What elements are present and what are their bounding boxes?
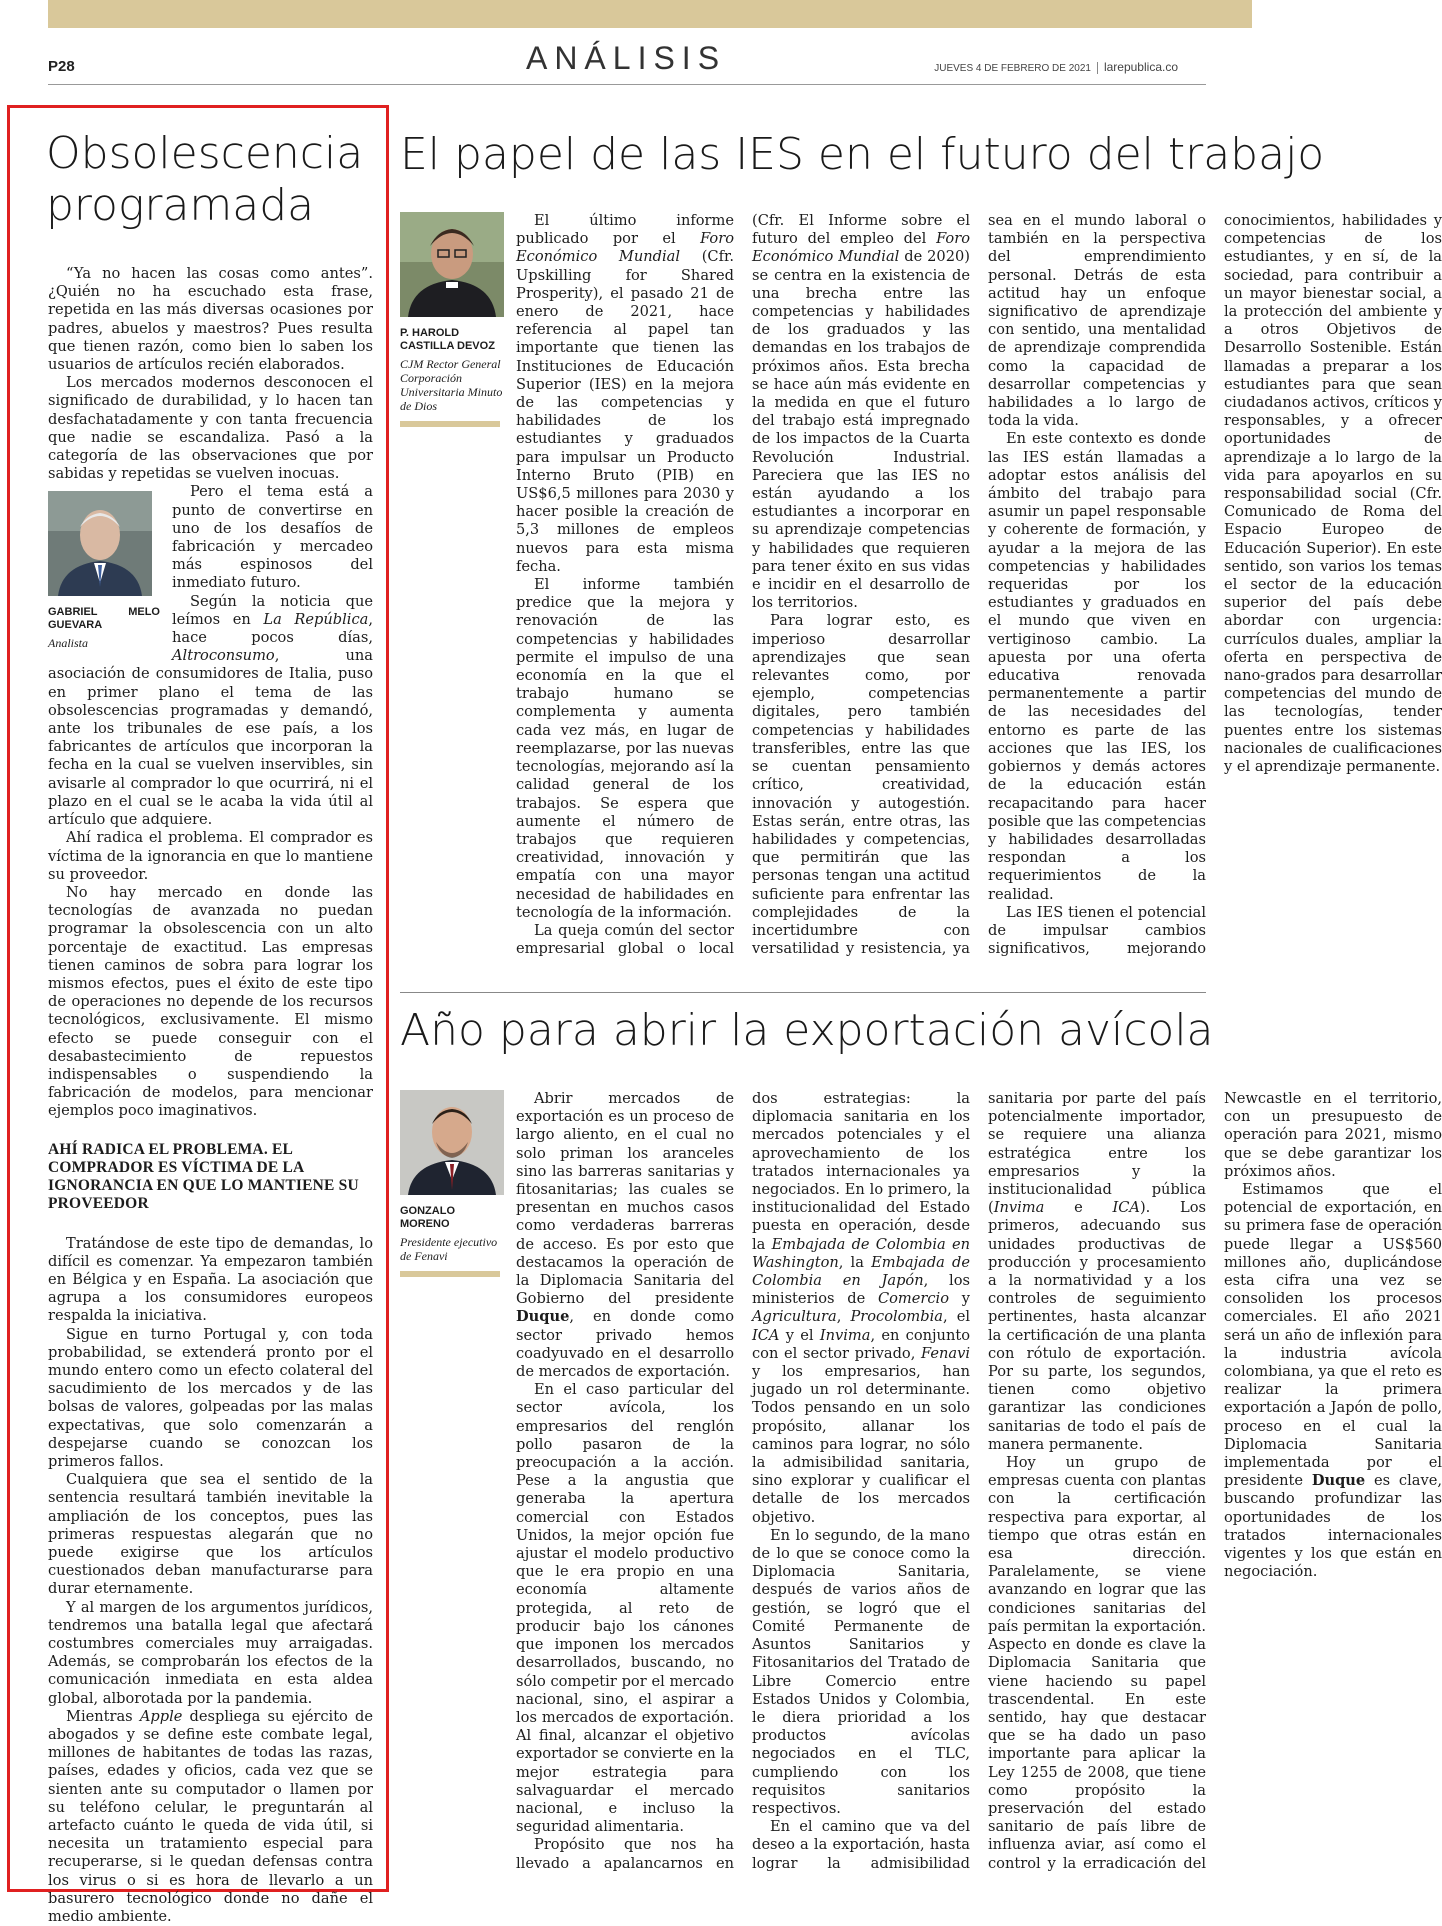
page-number: P28 [48,58,75,75]
paragraph: El informe también predice que la mejora y renovación de las competencias y habilidades permite el impulso de una economía en la que el trabajo humano se complementa y aumenta cada vez más, en lugar de reemplazarse, por las nuevas tecnologías, mejorando así la calidad general de los trabajos. Se espera que aumente el número de trabajos que requieren creatividad, innovación y empatía con una mayor necesidad de habilidades en tecnología de la información. [516,576,734,921]
author-byline [48,491,160,650]
top-accent-bar [48,0,1252,28]
paragraph: Ahí radica el problema. El comprador es víctima de la ignorancia en que lo mantiene su proveedor. [48,829,373,883]
paragraph: Hoy un grupo de empresas cuenta con plantas con la certificación respectiva para exportar, al tiempo que otras están en esa dirección. Paralelamente, se viene avanzando en lograr que las condiciones sanitarias del país permitan la exportación. Aspecto en donde es clave la Diplomacia Sanitaria que viene haciendo su papel trascendental. En este sentido, hay que destacar que se ha dado un paso importante para aplicar la Ley 1255 de 2008, que tiene como propósito la preservación del estado sanitario de país libre de influenza aviar, así como el control y la erradicación del Newcastle en el territorio, con un presupuesto de operación para 2021, mismo que se debe garantizar los próximos años. [988,1090,1442,1872]
paragraph: Tratándose de este tipo de demandas, lo difícil es comenzar. Ya empezaron también en Bélgica y en España. La asociación que agrupa a los consumidores europeos respalda la iniciativa. [48,1234,373,1325]
president-name: Duque [1311,1472,1366,1490]
headline-avicola: Año para abrir la exportación avícola [400,1005,1214,1056]
paragraph: La queja común del sector empresarial global o local (Cfr. El Informe sobre el futuro del empleo del Foro Económico Mundial de 2020) se centra en la existencia de una brecha entre las competencias y habilidades de los graduados y las demandas en los trabajos de próximos años. Esta brecha se hace aún más evidente en la medida en que el futuro del trabajo está impregnado de los impactos de la Cuarta Revolución Industrial. Pareciera que las IES no están ayudando a los estudiantes a incorporar en su aprendizaje competencias y habilidades que requieren para tener éxito en sus vidas e incidir en el desarrollo de los territorios. [516,212,970,958]
paragraph: No hay mercado en donde las tecnologías de avanzada no puedan programar la obsolescencia con un alto porcentaje de exactitud. Las empresas tienen caminos de sobra para lograr los mismos efectos, pues el éxito de este tipo de operaciones no depende de los recursos tecnológicos, exclusivamente. El mismo efecto se puede conseguir con el desabastecimiento de repuestos indispensables o suspendiendo la fabricación de modelos, para mencionar ejemplos poco imaginativos. [48,883,373,1120]
paragraph: En este contexto es donde las IES están llamadas a adoptar estos análisis del ámbito del trabajo para asumir un papel responsable y coherente de formación, y ayudar a la mejora de las competencias y habilidades requeridas por los estudiantes y graduados en el mundo que viven en vertiginoso cambio. La apuesta por una oferta educativa renovada permanentemente a partir de las necesidades del entorno es parte de las acciones que las IES, los gobiernos y demás actores de la educación están recapacitando para hacer posible que las competencias y habilidades desarrolladas respondan a los requerimientos de la realidad. [988,430,1206,903]
author-name: GONZALO MORENO [400,1205,455,1230]
paragraph: Abrir mercados de exportación es un proceso de largo aliento, en el cual no solo priman los aranceles sino las barreras sanitarias y fitosanitarias; las cuales se presentan en muchos casos como verdaderas barreras de acceso. Es por esto que destacamos la operación de la Diplomacia Sanitaria del Gobierno del presidente Duque, en donde como sector privado hemos coadyuvado en el desarrollo de mercados de exportación. [516,1090,734,1381]
company-name: Apple [139,1707,183,1725]
paragraph: Estimamos que el potencial de exportación, en su primera fase de operación puede llegar a US$560 millones año, duplicándose esta cifra una vez se consoliden los procesos comerciales. El año 2021 será un año de inflexión para la industria avícola colombiana, ya que el reto es realizar la primera exportación a Japón de pollo, proceso en el cual la Diplomacia Sanitaria implementada por el presidente Duque es clave, buscando profundizar las oportunidades de los tratados internacionales vigentes y los que están en negociación. [1224,1181,1442,1581]
paragraph: Según la noticia que leímos en La República, hace pocos días, Altroconsumo, una asociación de consumidores de Italia, puso en primer plano el tema de las obsolescencias programadas y demandó, ante los tribunales de ese país, a los fabricantes de artículos que incorporan la fecha en la cual se vuelven inservibles, sin avisarle al comprador lo que ocurrirá, ni el plazo en el cual se le acaba la vida útil al artículo que adquiere. [48,592,373,829]
author-name: GABRIEL MELO GUEVARA [48,606,160,632]
author-name: P. HAROLD CASTILLA DEVOZ [400,327,495,352]
paragraph: Para lograr esto, es imperioso desarrollar aprendizajes que sean relevantes como, por ejemplo, competencias digitales, pero también competencias y habilidades transferibles, entre las que se cuentan pensamiento crítico, creatividad, innovación y autogestión. Estas serán, entre otras, las habilidades y competencias, que permitirán que las personas tengan una actitud suficiente para enfrentar las complejidades de la incertidumbre con versatilidad y resistencia, ya sea en el mundo laboral o también en la perspectiva del emprendimiento personal. Detrás de esta actitud hay un enfoque significativo de aprendizaje con sentido, una mentalidad de aprendizaje comprendida como la capacidad de desarrollar competencias y habilidades a lo largo de toda la vida. [752,212,1206,958]
portrait-icon [400,212,504,317]
paragraph: Mientras Apple despliega su ejército de abogados y se define este combate legal, millones de habitantes de todas las razas, países, edades y oficios, cada vez que se sienten ante su computador o llamen por su teléfono celular, le preguntarán al artefacto cuánto le queda de vida útil, si necesita un tratamiento especial para recuperarse, si le quedan defensas contra los virus o si es hora de llevarlo a un basurero tecnológico donde no dañe el medio ambiente. [48,1707,373,1926]
paragraph: “Ya no hacen las cosas como antes”. ¿Quién no ha escuchado esta frase, repetida en las más diversas ocasiones por padres, abuelos y maestros? Pues resulta que tienen razón, como bien lo saben los usuarios de artículos recién elaborados. [48,265,373,374]
author-role: Analista [48,636,89,651]
site-link[interactable]: larepublica.co [1103,60,1178,74]
author-byline [400,212,504,427]
headline-obsolescencia: Obsolescencia programada [46,128,364,231]
paragraph: El último informe publicado por el Foro Económico Mundial (Cfr. Upskilling for Shared Prosperity), el pasado 21 de enero de 2021, hace referencia al papel tan importante que tienen las Instituciones de Educación Superior (IES) en la mejora de las competencias y habilidades de los estudiantes y graduados para impulsar un Producto Interno Bruto (PIB) en US$6,5 millones para 2030 y hacer posible la creación de 5,3 millones de empleos nuevos para esta misma fecha. [516,212,734,575]
pull-quote: AHÍ RADICA EL PROBLEMA. EL COMPRADOR ES VÍCTIMA DE LA IGNORANCIA EN QUE LO MANTIENE SU PROVEEDOR [48,1140,359,1212]
organization-name: Foro Económico Mundial [516,230,734,266]
author-role: CJM Rector General Corporación Universitaria Minuto de Dios [400,357,503,413]
paragraph: Propósito que nos ha llevado a apalancarnos en dos estrategias: la diplomacia sanitaria en los mercados potenciales y el aprovechamiento de los tratados internacionales ya negociados. En lo primero, la institucionalidad del Estado puesta en operación, desde la Embajada de Colombia en Washington, la Embajada de Colombia en Japón, los ministerios de Comercio y Agricultura, Procolombia, el ICA y el Invima, en conjunto con el sector privado, Fenavi y los empresarios, han jugado un rol determinante. Todos pensando en un solo propósito, allanar los caminos para lograr, no sólo la admisibilidad sanitaria, sino explorar y cualificar el detalle de los mercados objetivo. [516,1090,970,1872]
article-obsolescencia-body [48,265,373,1926]
author-role: Presidente ejecutivo de Fenavi [400,1235,498,1263]
headline-ies: El papel de las IES en el futuro del trabajo [400,129,1325,180]
paragraph: Las IES tienen el potencial de impulsar cambios significativos, mejorando conocimientos, habilidades y competencias de los estudiantes, y en sí, de la sociedad, para contribuir a un mayor bienestar social, a la protección del ambiente y a otros Objetivos de Desarrollo Sostenible. Están llamadas a preparar a los estudiantes para que sean ciudadanos activos, críticos y responsables, y a ofrecer oportunidades de aprendizaje a lo largo de la vida para apoyarlos en su responsabilidad social (Cfr. Comunicado de Roma del Espacio Europeo de Educación Superior). En este sentido, son varios los temas el sector de la educación superior del país debe abordar con urgencia: currículos duales, ampliar la oferta en perspectiva de nano-grados para desarrollar competencias del mundo de las tecnologías, tender puentes entre los sistemas nacionales de cualificaciones y el aprendizaje permanente. [988,212,1442,958]
article-divider [400,992,1206,993]
paragraph: En el camino que va del deseo a la exportación, hasta lograr la admisibilidad sanitaria por parte del país potencialmente importador, se requiere una alianza estratégica entre los empresarios y la institucionalidad pública (Invima e ICA). Los primeros, adecuando sus unidades productivas de producción y procesamiento a la normatividad y a los controles de seguimiento pertinentes, hasta alcanzar la certificación de una planta con rótulo de exportación. Por su parte, los segundos, tienen como objetivo garantizar las condiciones sanitarias de todo el país de manera permanente. [752,1090,1206,1872]
paragraph: Los mercados modernos desconocen el significado de durabilidad, y lo hacen tan desfachatadamente y con tanta frecuencia que nadie se escandaliza. Pasó a la categoría de las observaciones que por sabidas y repetidas se vuelven inocuas. [48,374,373,483]
article-avicola-body [516,1090,1442,1880]
issue-date: JUEVES 4 DE FEBRERO DE 2021 [934,63,1091,74]
publication-name: La República [263,610,369,628]
paragraph: Sigue en turno Portugal y, con toda probabilidad, se extenderá pronto por el mundo entero como un efecto colateral del sacudimiento de los mercados y de las bolsas de valores, golpeadas por las malas expectativas, que solo comenzarán a despejarse cuando se conozcan los primeros fallos. [48,1325,373,1470]
paragraph: Y al margen de los argumentos jurídicos, tendremos una batalla legal que afectará costumbres comerciales muy arraigadas. Además, se comprobarán los efectos de la comunicación inmediata en esta aldea global, alborotada por la pandemia. [48,1598,373,1707]
paragraph: Cualquiera que sea el sentido de la sentencia resultará también inevitable la ampliación de los conceptos, pues las primeras respuestas alegarán que no puede exigirse que los artículos cuestionados deban manufacturarse para durar eternamente. [48,1471,373,1598]
portrait-icon [400,1090,504,1195]
byline-accent-bar [400,421,500,427]
paragraph: En el caso particular del sector avícola, los empresarios del renglón pollo pasaron de la preocupación a la acción. Pese a la angustia que generaba la apertura comercial con Estados Unidos, la mejor opción fue ajustar el modelo productivo que le era propio en una economía altamente protegida, al reto de producir bajo los cánones que imponen los mercados desarrollados, buscando, no sólo competir por el mercado nacional, sino, el aspirar a los mercados de exportación. Al final, alcanzar el objetivo exportador se convierte en la mejor estrategia para salvaguardar el mercado nacional, e incluso la seguridad alimentaria. [516,1381,734,1836]
author-byline [400,1090,504,1277]
organization-name: Altroconsumo [172,647,275,665]
byline-accent-bar [400,1271,500,1277]
president-name: Duque [516,1308,570,1326]
header-rule [48,84,1206,85]
paragraph: Pero el tema está a punto de convertirse en uno de los desafíos de fabricación y mercadeo más espinosos del inmediato futuro. [172,483,373,592]
paragraph: En lo segundo, de la mano de lo que se conoce como la Diplomacia Sanitaria, después de varios años de gestión, se logró que el Comité Permanente de Asuntos Sanitarios y Fitosanitarios del Tratado de Libre Comercio entre Estados Unidos y Colombia, le diera prioridad a los productos avícolas negociados en el TLC, cumpliendo con los requisitos sanitarios respectivos. [752,1526,970,1817]
divider [1097,62,1098,74]
dateline [934,60,1178,74]
article-ies-body [516,212,1442,972]
section-title: ANÁLISIS [525,40,727,76]
portrait-icon [48,491,152,596]
organization-name: Foro Económico Mundial [752,230,970,266]
